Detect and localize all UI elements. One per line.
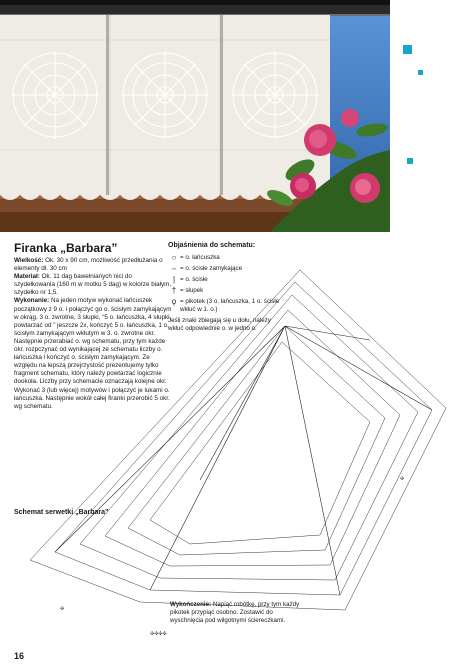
accent-square: [403, 45, 412, 54]
pattern-title: Firanka „Barbara”: [14, 241, 118, 255]
double-crochet-icon: †: [171, 286, 177, 295]
legend-text: = o. łańcuszka: [180, 254, 220, 261]
page-number: 16: [14, 651, 25, 661]
legend-item: [168, 265, 288, 273]
material-label: Materiał:: [14, 273, 40, 281]
work-text: Na jeden motyw wykonać łańcuszek początkowy z 9 o. i połączyć go o. ścisłym zamykającym w okrąg. 3 o. zwrotne, 3 słupki, "5 o. łańcuszka, 4 słupki, powtarzać od " jeszcze 2x, kończyć 5 o. łańcuszka, 1 o. ścisłym zamykającym wkłutym w 3. o. zwrotne okr. Następnie przerabiać o. wg schematu, przy tym każde okr. rozpczynać od wynikającej ze schematu liczby o. łańcuszka i kończyć o. ścisłym zamykającym. Ze względu na lepszą przejrzystość prezentujemy tylko fragment schematu, który należy powtarzać logicznie dookoła. Liczby przy schemacie oznaczają kolejne okr. Wykonać 3 (lub więcej) motywów i połączyć je lukami o. łańcuszka. Następnie wokół całej firanki przerobić 5 okr. wg schematu.: [14, 297, 172, 410]
legend-text: = słupek: [180, 287, 204, 294]
size-label: Wielkość:: [14, 257, 44, 264]
legend-title: Objaśnienia do schematu:: [168, 242, 256, 249]
legend-text: = o. ścisłe: [180, 276, 208, 283]
legend-item: [168, 298, 288, 314]
chart-legend: [168, 242, 288, 339]
picot-icon: ϙ: [171, 297, 177, 306]
svg-text:✣: ✣: [60, 606, 65, 612]
finishing-label: Wykończenie:: [170, 601, 212, 608]
legend-item: [168, 254, 288, 262]
work-paragraph: [14, 297, 174, 410]
legend-note: Jeśli znaki zbiegają się u dołu, należy wkłuć odpowiednie o. w jedno o.: [168, 317, 271, 332]
accent-square: [418, 70, 423, 75]
accent-square: [407, 158, 413, 164]
chart-caption: Schemat serwetki „Barbara”: [14, 509, 109, 516]
material-paragraph: [14, 273, 174, 297]
size-text: Ok. 30 x 90 cm, możliwość przedłużania o elementy dł. 30 cm: [14, 257, 163, 273]
svg-text:✣: ✣: [400, 476, 405, 482]
legend-text: = pikotek (3 o. łańcuszka, 1 o. ścisłe wkłuć w 1. o.): [180, 298, 280, 313]
curtain-photo: [0, 0, 390, 232]
finishing-text: Napiąć robótkę, przy tym każdy pikotek przypiąć osobno. Zostawić do wyschnięcia pod wilgotnymi ściereczkami.: [170, 601, 300, 624]
material-text: Ok. 11 dag bawełnianych nici do szydełkowania (160 m w motku 5 dag) w kolorze białym, szydełko nr 1,5.: [14, 273, 172, 297]
finishing-paragraph: [170, 601, 305, 625]
work-label: Wykonanie:: [14, 297, 50, 305]
legend-item: [168, 287, 288, 295]
chain-stitch-icon: ○: [171, 253, 177, 262]
legend-text: = o. ścisłe zamykające: [180, 265, 243, 272]
slip-stitch-icon: ⌢: [171, 264, 177, 273]
svg-text:✣✣✣✣: ✣✣✣✣: [150, 631, 167, 637]
instructions-column: [14, 241, 174, 411]
single-crochet-icon: |: [172, 275, 176, 284]
legend-item: [168, 276, 288, 284]
size-paragraph: [14, 257, 174, 273]
